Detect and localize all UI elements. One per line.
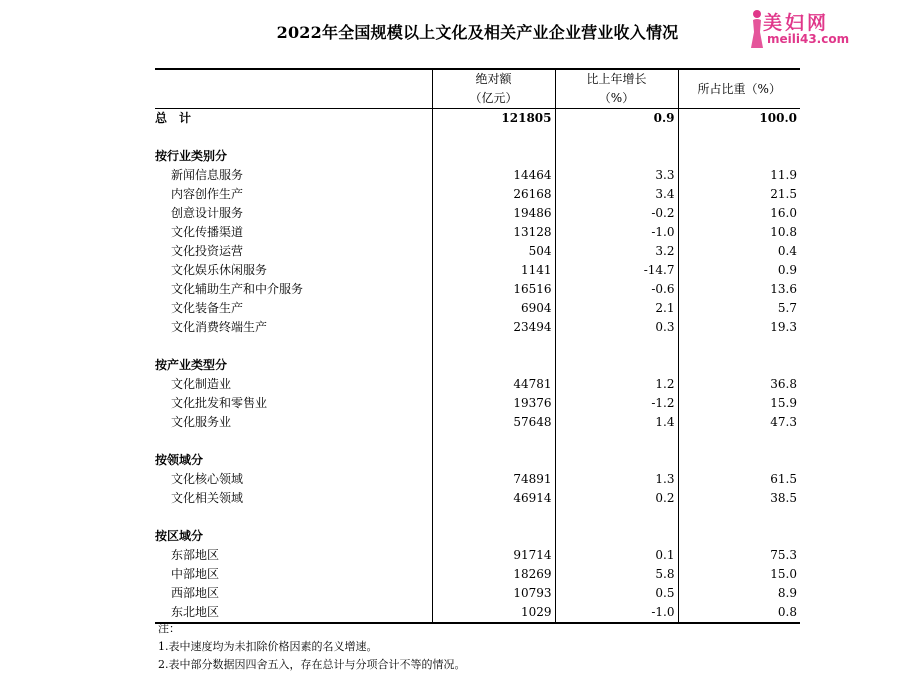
row-growth: 5.8: [555, 565, 678, 584]
row-label: 西部地区: [171, 586, 220, 600]
row-growth: 2.1: [555, 299, 678, 318]
row-value: 19376: [432, 394, 555, 413]
spacer-cell: [678, 432, 800, 451]
total-share: 100.0: [678, 109, 800, 129]
row-growth: 1.3: [555, 470, 678, 489]
row-share: 47.3: [678, 413, 800, 432]
row-label: 文化娱乐休闲服务: [171, 263, 268, 277]
row-share: 10.8: [678, 223, 800, 242]
spacer-row: [155, 128, 800, 147]
spacer-cell: [555, 508, 678, 527]
section-blank: [432, 451, 555, 470]
spacer-cell: [555, 432, 678, 451]
section-blank: [432, 356, 555, 375]
section-heading-row: [155, 527, 800, 546]
table-row: [155, 413, 800, 432]
table-row: [155, 166, 800, 185]
table-row: [155, 546, 800, 565]
header-growth: 比上年增长 （%）: [555, 69, 678, 109]
watermark-cn: 美妇网: [763, 12, 830, 34]
row-value: 26168: [432, 185, 555, 204]
notes-heading: 注：: [158, 622, 180, 635]
sections-body: [155, 128, 800, 623]
row-growth: -0.2: [555, 204, 678, 223]
row-value: 91714: [432, 546, 555, 565]
section-title: 按产业类型分: [155, 358, 228, 372]
row-label: 文化传播渠道: [171, 225, 244, 239]
spacer-cell: [555, 128, 678, 147]
row-label: 文化相关领域: [171, 491, 244, 505]
table-row: [155, 375, 800, 394]
row-value: 1141: [432, 261, 555, 280]
row-value: 16516: [432, 280, 555, 299]
row-label: 中部地区: [171, 567, 220, 581]
row-label: 文化服务业: [171, 415, 232, 429]
row-growth: -14.7: [555, 261, 678, 280]
spacer-cell: [155, 508, 432, 527]
header-absolute: 绝对额 （亿元）: [432, 69, 555, 109]
row-growth: 3.2: [555, 242, 678, 261]
section-blank: [555, 451, 678, 470]
page-title: 2022年全国规模以上文化及相关产业企业营业收入情况: [276, 23, 679, 42]
row-share: 75.3: [678, 546, 800, 565]
row-share: 21.5: [678, 185, 800, 204]
section-heading-row: [155, 147, 800, 166]
row-growth: 0.2: [555, 489, 678, 508]
row-growth: 3.3: [555, 166, 678, 185]
section-blank: [678, 451, 800, 470]
section-heading-row: [155, 451, 800, 470]
row-growth: 0.5: [555, 584, 678, 603]
row-growth: 0.3: [555, 318, 678, 337]
spacer-row: [155, 432, 800, 451]
section-blank: [555, 356, 678, 375]
spacer-cell: [155, 128, 432, 147]
header-blank: [155, 69, 432, 109]
row-share: 38.5: [678, 489, 800, 508]
spacer-cell: [678, 508, 800, 527]
footnotes: [158, 620, 466, 674]
row-share: 0.9: [678, 261, 800, 280]
row-value: 46914: [432, 489, 555, 508]
row-growth: -1.0: [555, 223, 678, 242]
table-row: [155, 394, 800, 413]
section-blank: [555, 527, 678, 546]
spacer-cell: [555, 337, 678, 356]
note-2: 2.表中部分数据因四舍五入，存在总计与分项合计不等的情况。: [158, 658, 466, 671]
spacer-cell: [678, 337, 800, 356]
section-blank: [432, 527, 555, 546]
row-label: 新闻信息服务: [171, 168, 244, 182]
note-1: 1.表中速度均为未扣除价格因素的名义增速。: [158, 640, 378, 653]
spacer-cell: [432, 128, 555, 147]
section-blank: [678, 527, 800, 546]
row-value: 1029: [432, 603, 555, 623]
row-value: 14464: [432, 166, 555, 185]
row-value: 19486: [432, 204, 555, 223]
row-growth: -0.6: [555, 280, 678, 299]
row-value: 504: [432, 242, 555, 261]
row-label: 文化批发和零售业: [171, 396, 268, 410]
row-label: 文化辅助生产和中介服务: [171, 282, 304, 296]
row-share: 15.0: [678, 565, 800, 584]
table-row: [155, 242, 800, 261]
row-share: 13.6: [678, 280, 800, 299]
watermark-logo: [745, 6, 875, 52]
table-row: [155, 489, 800, 508]
row-value: 23494: [432, 318, 555, 337]
section-blank: [432, 147, 555, 166]
table-row: [155, 565, 800, 584]
row-value: 74891: [432, 470, 555, 489]
row-label: 文化制造业: [171, 377, 232, 391]
table-row: [155, 584, 800, 603]
row-label: 文化投资运营: [171, 244, 244, 258]
row-value: 18269: [432, 565, 555, 584]
spacer-row: [155, 337, 800, 356]
table-row: [155, 204, 800, 223]
spacer-cell: [155, 337, 432, 356]
table-row: [155, 280, 800, 299]
row-share: 61.5: [678, 470, 800, 489]
row-share: 0.4: [678, 242, 800, 261]
section-title: 按行业类别分: [155, 149, 228, 163]
row-label: 东北地区: [155, 603, 432, 623]
row-share: 11.9: [678, 166, 800, 185]
row-value: 10793: [432, 584, 555, 603]
row-value: 13128: [432, 223, 555, 242]
table-header: [155, 69, 800, 109]
total-label: 总 计: [155, 111, 192, 125]
row-share: 0.8: [678, 603, 800, 623]
row-label: 内容创作生产: [171, 187, 244, 201]
row-value: 6904: [432, 299, 555, 318]
row-value: 57648: [432, 413, 555, 432]
header-share: 所占比重（%）: [678, 69, 800, 109]
section-heading-row: [155, 356, 800, 375]
table-row: [155, 223, 800, 242]
total-value: 121805: [432, 109, 555, 129]
spacer-cell: [432, 337, 555, 356]
section-blank: [555, 147, 678, 166]
spacer-cell: [432, 432, 555, 451]
spacer-cell: [678, 128, 800, 147]
watermark-url: meili43.com: [767, 32, 850, 46]
row-label: 创意设计服务: [171, 206, 244, 220]
row-share: 5.7: [678, 299, 800, 318]
total-row: [155, 109, 800, 129]
row-label: 文化消费终端生产: [171, 320, 268, 334]
row-share: 16.0: [678, 204, 800, 223]
section-title: 按领域分: [155, 453, 204, 467]
spacer-row: [155, 508, 800, 527]
row-growth: -1.0: [555, 603, 678, 623]
spacer-cell: [155, 432, 432, 451]
total-growth: 0.9: [555, 109, 678, 129]
row-growth: 1.2: [555, 375, 678, 394]
table-row: [155, 318, 800, 337]
section-title: 按区域分: [155, 529, 204, 543]
table-row: [155, 470, 800, 489]
section-blank: [678, 147, 800, 166]
row-value: 44781: [432, 375, 555, 394]
revenue-table: [155, 68, 800, 624]
spacer-cell: [432, 508, 555, 527]
row-label: 文化核心领域: [171, 472, 244, 486]
row-share: 15.9: [678, 394, 800, 413]
table-row: [155, 261, 800, 280]
row-growth: 3.4: [555, 185, 678, 204]
row-growth: -1.2: [555, 394, 678, 413]
row-share: 36.8: [678, 375, 800, 394]
row-label: 文化装备生产: [171, 301, 244, 315]
row-share: 8.9: [678, 584, 800, 603]
row-label: 东部地区: [171, 548, 220, 562]
row-growth: 1.4: [555, 413, 678, 432]
section-blank: [678, 356, 800, 375]
row-share: 19.3: [678, 318, 800, 337]
row-growth: 0.1: [555, 546, 678, 565]
table-row: [155, 185, 800, 204]
table-row: [155, 299, 800, 318]
